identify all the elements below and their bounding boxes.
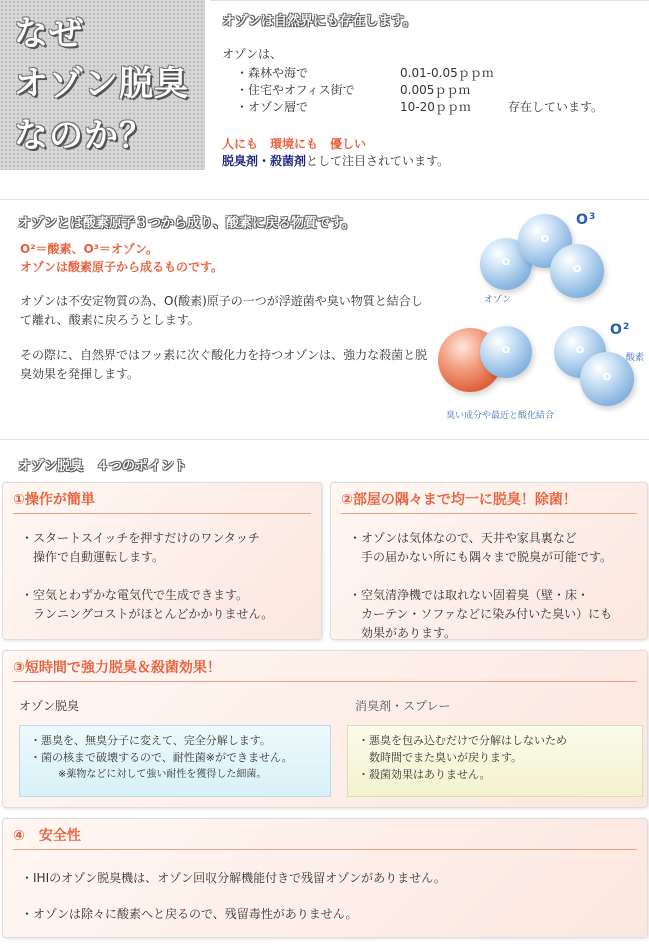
ozone-symbol: O <box>576 212 588 228</box>
nature-heading: オゾンは自然界にも存在します。 <box>222 14 416 29</box>
title-underline <box>341 513 637 514</box>
point-line: カーテン・ソファなどに染み付いた臭い）にも <box>349 607 613 621</box>
compare-note: ※薬物などに対して強い耐性を獲得した細菌。 <box>58 769 267 780</box>
nature-row-label: ・住宅やオフィス街で <box>236 83 355 97</box>
nature-section <box>0 0 649 200</box>
title-underline <box>13 681 637 682</box>
hero-title-line3: なのか？ <box>14 116 154 156</box>
point-title: ③短時間で強力脱臭＆殺菌効果！ <box>13 660 221 676</box>
spray-compare-box <box>347 725 643 797</box>
ozone-subscript: 3 <box>589 212 596 222</box>
oxygen-subscript: 2 <box>623 322 630 332</box>
point-card-easy-operation <box>2 482 322 640</box>
ozone-compare-box <box>19 725 331 797</box>
formula-text: O²＝酸素、O³＝オゾン。 <box>20 242 158 256</box>
attention-line <box>222 152 449 169</box>
point-line: ・スタートスイッチを押すだけのワンタッチ <box>21 531 260 545</box>
spray-compare-label: 消臭剤・スプレー <box>355 699 451 713</box>
molecule-diagram <box>430 200 649 440</box>
eco-tagline: 人にも 環境にも 優しい <box>222 137 367 151</box>
point-line: ・オゾンは除々に酸素へと戻るので、残留毒性がありません。 <box>21 907 358 921</box>
point-title: ②部屋の隅々まで均一に脱臭！除菌！ <box>341 492 577 508</box>
hero-title-line1: なぜ <box>14 14 84 54</box>
nature-row-label: ・森林や海で <box>236 66 309 80</box>
point-title: ④ 安全性 <box>13 828 81 844</box>
atom-label: O <box>501 257 511 268</box>
point-line: ・空気とわずかな電気代で生成できます。 <box>21 588 249 602</box>
compare-line: ・菌の核まで破壊するので、耐性菌※ができません。 <box>30 751 293 764</box>
nature-row-value: 10-20ｐｐｍ <box>400 100 471 114</box>
nature-row-label: ・オゾン層で <box>236 100 309 114</box>
compare-line: ・殺菌効果はありません。 <box>358 768 491 781</box>
bonded-atom <box>480 326 532 378</box>
nature-intro: オゾンは、 <box>222 47 283 61</box>
point-card-fast-sterilize <box>2 650 648 808</box>
points-heading: オゾン脱臭 ４つのポイント <box>18 459 188 474</box>
point-spacer <box>21 567 273 586</box>
ozone-caption: オゾン <box>484 295 512 305</box>
oxidation-paragraph: その際に、自然界ではフッ素に次ぐ酸化力を持つオゾンは、強力な殺菌と脱臭効果を発揮します。 <box>20 348 428 381</box>
compare-line: ・悪臭を包み込むだけで分解はしないため <box>358 734 567 747</box>
nature-row-tail: 存在しています。 <box>508 100 604 114</box>
hero-panel <box>0 0 205 170</box>
attention-tail: として注目されています。 <box>306 154 450 168</box>
title-underline <box>13 849 637 850</box>
nature-row-value: 0.005ｐｐｍ <box>400 83 471 97</box>
atom-label: O <box>575 345 585 356</box>
composition-text: オゾンは酸素原子から成るものです。 <box>20 260 224 274</box>
top-divider <box>210 0 649 1</box>
nature-row-value: 0.01-0.05ｐｐｍ <box>400 66 494 80</box>
atom-label: O <box>501 345 511 356</box>
oxygen-heading: オゾンとは酸素原子３つから成り、酸素に戻る物質です。 <box>18 216 355 231</box>
point-card-uniform-deodorize <box>330 482 648 640</box>
point-card-safety <box>2 818 648 938</box>
oxygen-caption: 酸素 <box>626 353 645 363</box>
ozone-atom <box>550 244 604 298</box>
attention-highlight: 脱臭剤・殺菌剤 <box>222 154 307 168</box>
compare-line: 数時間でまた臭いが戻ります。 <box>358 751 523 764</box>
point-title: ①操作が簡単 <box>13 492 95 508</box>
atom-label: O <box>540 234 550 245</box>
point-line: 手の届かない所にも隅々まで脱臭が可能です。 <box>349 550 613 564</box>
oxygen-section <box>0 200 649 440</box>
point-line: ・オゾンは気体なので、天井や家具裏など <box>349 531 577 545</box>
title-underline <box>13 513 311 514</box>
point-line: 効果があります。 <box>349 626 457 640</box>
atom-label: O <box>602 372 612 383</box>
compare-line: ・悪臭を、無臭分子に変えて、完全分解します。 <box>30 734 271 747</box>
point-line: ・空気清浄機では取れない固着臭（壁・床・ <box>349 588 590 602</box>
bond-caption: 臭い成分や最近と酸化結合 <box>446 411 555 421</box>
instability-paragraph: オゾンは不安定物質の為、O(酸素)原子の一つが浮遊菌や臭い物質と結合して離れ、酸素に戻ろうとします。 <box>20 294 423 327</box>
oxygen-symbol: O <box>610 322 622 338</box>
point-body <box>21 529 273 624</box>
point-line: ランニングコストがほとんどかかりません。 <box>21 607 274 621</box>
point-line: ・IHIのオゾン脱臭機は、オゾン回収分解機能付きで残留オゾンがありません。 <box>21 871 446 885</box>
hero-title-line2: オゾン脱臭 <box>14 64 189 104</box>
atom-label: O <box>572 264 582 275</box>
point-spacer <box>349 567 612 586</box>
point-body <box>349 529 612 643</box>
point-line: 操作で自動運転します。 <box>21 550 165 564</box>
ozone-compare-label: オゾン脱臭 <box>19 699 80 713</box>
